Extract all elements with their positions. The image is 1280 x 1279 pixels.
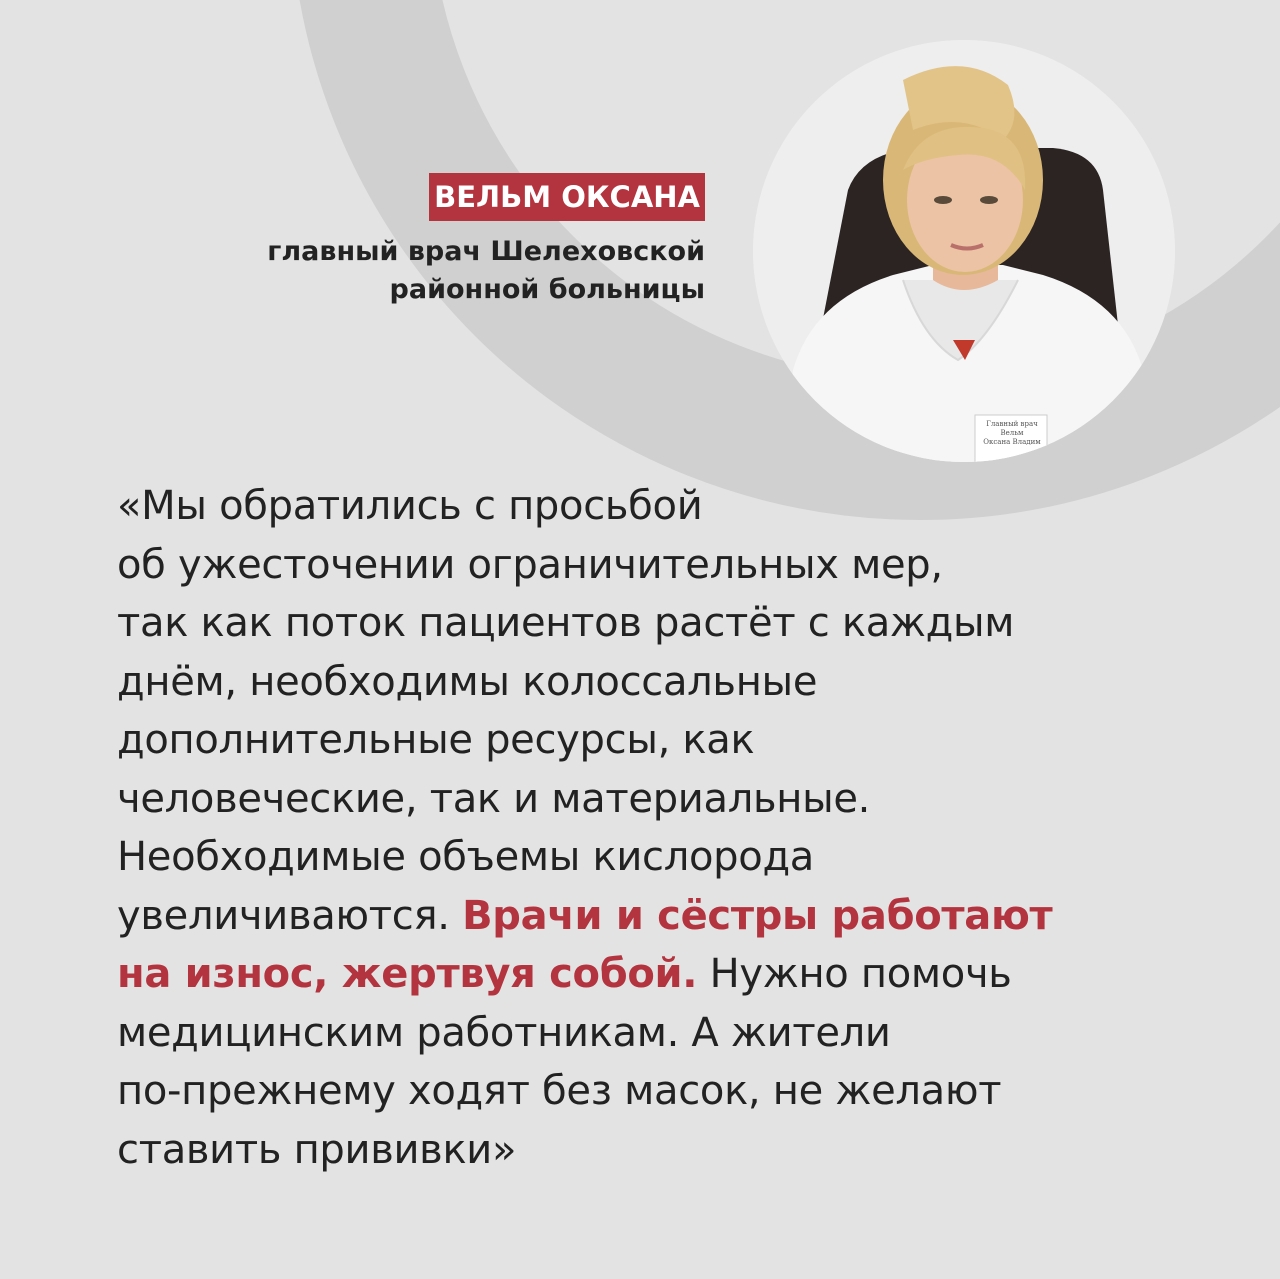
speaker-role [145,233,705,309]
quote-plain-text: увеличиваются. [117,892,463,939]
quote-line: об ужесточении ограничительных мер, [117,541,943,588]
quote-line: дополнительные ресурсы, как [117,717,755,763]
desk-sign-line: Главный врач [986,420,1038,428]
quote-line: так как поток пациентов растёт с каждым [117,600,1015,646]
desk-sign-line: Вельм [1000,429,1024,437]
speaker-role-line: главный врач Шелеховской [267,236,705,267]
quote-line: медицинским работникам. А жители [117,1009,891,1056]
quote-plain-text: Нужно помочь [697,951,1012,997]
speaker-role-line: районной больницы [389,274,705,305]
quote-line [117,887,1237,946]
desk-sign-line: Оксана Владим [983,438,1041,446]
speaker-name: ВЕЛЬМ ОКСАНА [429,173,705,221]
speaker-block [145,173,705,309]
quote-line: днём, необходимы колоссальные [117,658,818,705]
quote-highlight: на износ, жертвуя собой. [117,951,698,997]
quote-highlight: Врачи и сёстры работают [462,892,1053,939]
quote-text [117,477,1237,1179]
quote-line: «Мы обратились с просьбой [117,483,703,529]
quote-line: Необходимые объемы кислорода [117,834,815,880]
quote-line [117,945,1237,1004]
speaker-photo [753,40,1175,462]
quote-line: ставить прививки» [117,1126,517,1173]
quote-line: человеческие, так и материальные. [117,775,871,822]
quote-line: по-прежнему ходят без масок, не желают [117,1068,1002,1114]
